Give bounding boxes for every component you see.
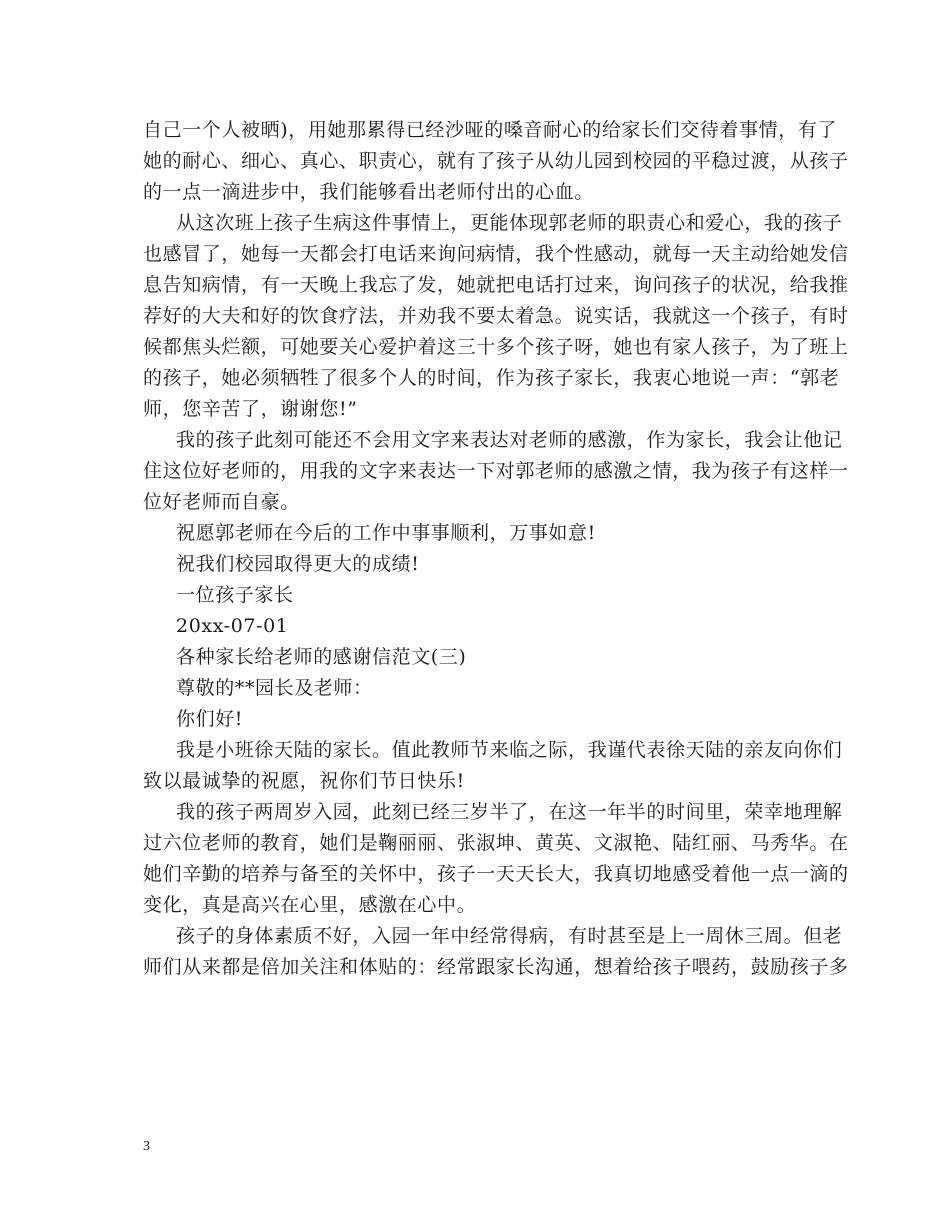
text-line: 位好老师而自豪。 — [143, 491, 300, 513]
paragraph-health — [143, 921, 849, 983]
text-line: 过六位老师的教育，她们是鞠丽丽、张淑坤、黄英、文淑艳、陆红丽、马秀华。在 — [143, 832, 849, 854]
text-line: 的一点一滴进步中，我们能够看出老师付出的心血。 — [143, 181, 594, 203]
paragraph-continuation — [143, 115, 849, 208]
greeting — [143, 704, 813, 735]
text-line: 师，您辛苦了，谢谢您!” — [143, 398, 358, 420]
wish-line — [143, 549, 813, 580]
paragraph-gratitude — [143, 425, 849, 518]
text-line: 孩子的身体素质不好，入园一年中经常得病，有时甚至是上一周休三周。但老 — [176, 925, 843, 947]
text-line: 师们从来都是倍加关注和体贴的：经常跟家长沟通，想着给孩子喂药，鼓励孩子多 — [143, 956, 849, 978]
text-line: 20xx-07-01 — [176, 615, 289, 637]
text-line: 你们好! — [176, 708, 244, 730]
text-line: 一位孩子家长 — [176, 584, 294, 606]
text-line: 候都焦头烂额，可她要关心爱护着这三十多个孩子呀，她也有家人孩子，为了班上 — [143, 336, 849, 358]
salutation — [143, 673, 813, 704]
page-number: 3 — [143, 1139, 150, 1154]
paragraph-introduction — [143, 735, 843, 797]
text-line: 荐好的大夫和好的饮食疗法，并劝我不要太着急。说实话，我就这一个孩子，有时 — [143, 305, 849, 327]
text-line: 自己一个人被晒)，用她那累得已经沙哑的嗓音耐心的给家长们交待着事情，有了 — [143, 119, 838, 141]
paragraph-teachers — [143, 797, 849, 921]
text-line: 祝愿郭老师在今后的工作中事事顺利，万事如意! — [176, 522, 596, 544]
paragraph-teacher-care — [143, 208, 849, 425]
text-line: 我是小班徐天陆的家长。值此教师节来临之际，我谨代表徐天陆的亲友向你们 — [176, 739, 843, 761]
text-line: 变化，真是高兴在心里，感激在心中。 — [143, 894, 477, 916]
text-line: 致以最诚挚的祝愿，祝你们节日快乐! — [143, 770, 465, 792]
text-line: 的孩子，她必须牺牲了很多个人的时间，作为孩子家长，我衷心地说一声：“郭老 — [143, 367, 840, 389]
text-line: 我的孩子此刻可能还不会用文字来表达对老师的感激，作为家长，我会让他记 — [176, 429, 843, 451]
text-line: 尊敬的**园长及老师： — [176, 677, 373, 699]
text-line: 她的耐心、细心、真心、职责心，就有了孩子从幼儿园到校园的平稳过渡，从孩子 — [143, 150, 849, 172]
section-title — [143, 642, 813, 673]
text-line: 息告知病情，有一天晚上我忘了发，她就把电话打过来，询问孩子的状况，给我推 — [143, 274, 849, 296]
text-line: 各种家长给老师的感谢信范文(三) — [176, 646, 467, 668]
text-line: 从这次班上孩子生病这件事情上，更能体现郭老师的职责心和爱心，我的孩子 — [176, 212, 843, 234]
signature — [143, 580, 813, 611]
date — [143, 611, 813, 642]
text-line: 我的孩子两周岁入园，此刻已经三岁半了，在这一年半的时间里，荣幸地理解 — [176, 801, 843, 823]
body-text — [143, 115, 849, 983]
text-line: 也感冒了，她每一天都会打电话来询问病情，我个性感动，就每一天主动给她发信 — [143, 243, 849, 265]
text-line: 住这位好老师的，用我的文字来表达一下对郭老师的感激之情，我为孩子有这样一 — [143, 460, 849, 482]
text-line: 她们辛勤的培养与备至的关怀中，孩子一天天长大，我真切地感受着他一点一滴的 — [143, 863, 849, 885]
text-line: 祝我们校园取得更大的成绩! — [176, 553, 420, 575]
wish-line — [143, 518, 813, 549]
